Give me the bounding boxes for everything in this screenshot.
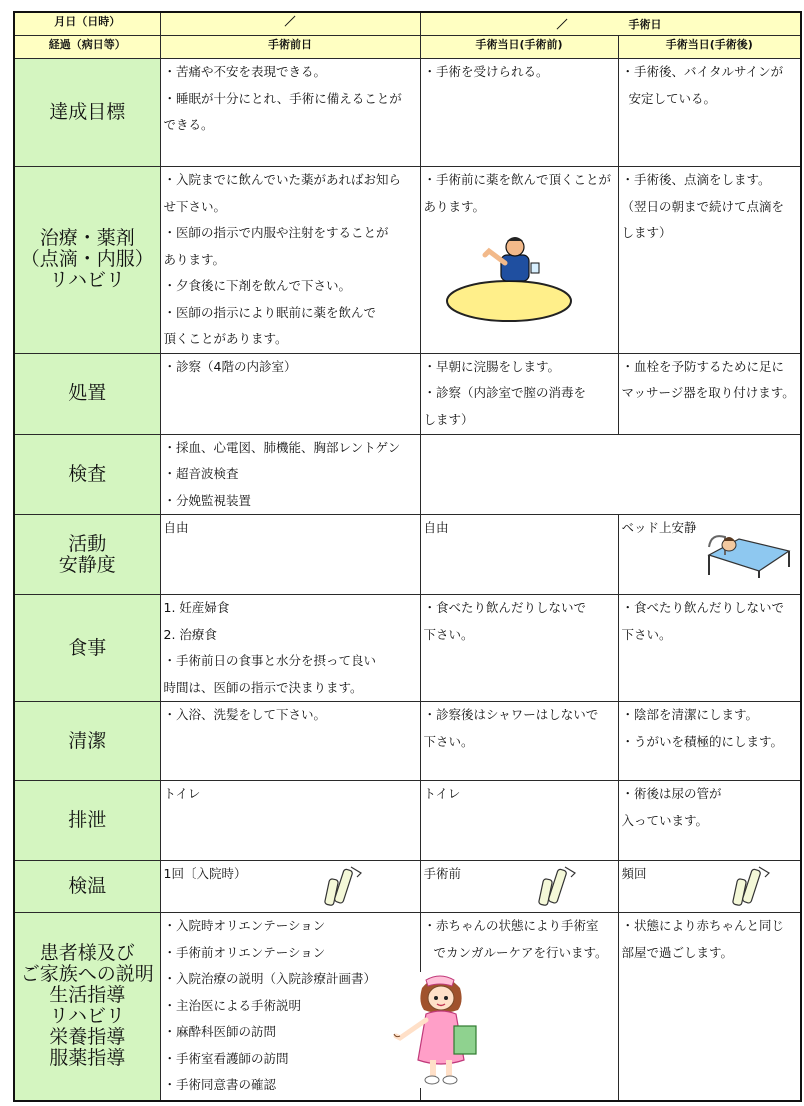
date-slash-day: ／ [556, 18, 568, 31]
text-line: ・分娩監視装置 [163, 492, 252, 508]
text-line: あります。 [423, 198, 486, 214]
row-label-goals [14, 59, 160, 167]
text-line: せ下さい。 [163, 198, 227, 214]
text-line: ・夕食後に下剤を飲んで下さい。 [163, 278, 352, 293]
label-line: 食事 [68, 636, 107, 659]
text-line: ・入院時オリエンテーション [163, 918, 326, 933]
text-line: ・食べたり飲んだりしないで [423, 600, 587, 615]
text-line: （翌日の朝まで続けて点滴を [621, 198, 785, 214]
text-line: 時間は、医師の指示で決まります。 [163, 679, 363, 695]
row-label-treatment [14, 167, 160, 354]
row-label-explanations [14, 913, 160, 1101]
thermometer-icon [729, 865, 775, 907]
cell-explanations-after [618, 913, 801, 1101]
cell-procedures-before [420, 353, 618, 434]
text-line: マッサージ器を取り付けます。 [621, 385, 795, 400]
label-line: 活動 [68, 532, 107, 555]
row-label-procedures [14, 353, 160, 434]
thermometer-icon [535, 865, 581, 907]
text-line: トイレ [423, 786, 461, 801]
text-line: します） [621, 225, 672, 240]
text-line: ・うがいを積極的にします。 [621, 733, 784, 749]
cell-procedures-after [618, 353, 801, 434]
cell-temperature-pre [160, 861, 420, 913]
text-line: あります。 [163, 251, 226, 267]
cell-temperature-before [420, 861, 618, 913]
text-line: ・医師の指示により眠前に薬を飲んで [163, 304, 377, 320]
header-day-before-surgery: 手術前日 [160, 36, 420, 59]
text-line: ・入院までに飲んでいた薬があればお知ら [163, 172, 402, 187]
header-surgery-day-before: 手術当日(手術前) [420, 36, 618, 59]
care-plan-table [13, 11, 802, 1102]
cell-meals-after [618, 595, 801, 702]
cell-goals-after [618, 59, 801, 167]
thermometer-icon [321, 865, 367, 907]
row-activity [14, 515, 801, 595]
cell-explanations-pre [160, 913, 420, 1101]
text-line: ・手術前オリエンテーション [163, 944, 326, 960]
text-line: ・主治医による手術説明 [163, 997, 302, 1013]
text-line: 安定している。 [628, 90, 717, 106]
row-goals [14, 59, 801, 167]
cell-activity-after [618, 515, 801, 595]
text-line: できる。 [163, 117, 214, 132]
text-line: ・早朝に浣腸をします。 [423, 358, 561, 374]
text-line: ・手術後、点滴をします。 [621, 172, 771, 187]
label-line: 達成目標 [49, 101, 126, 123]
text-line: 自由 [423, 520, 449, 535]
label-line: 患者様及び [39, 942, 135, 965]
surgery-day-label: 手術日 [628, 18, 662, 31]
label-line: リハビリ [49, 1005, 125, 1028]
row-excretion [14, 781, 801, 861]
row-label-excretion [14, 781, 160, 861]
text-line: ・麻酔科医師の訪問 [163, 1024, 277, 1039]
text-line: ベッド上安静 [621, 520, 697, 535]
text-line: 頻回 [621, 866, 647, 881]
text-line: 手術前 [423, 866, 462, 881]
row-tests [14, 434, 801, 515]
text-line: ・陰部を清潔にします。 [621, 707, 759, 722]
text-line: ・赤ちゃんの状態により手術室 [423, 918, 599, 933]
text-line: ・術後は尿の管が [621, 786, 722, 801]
row-temperature [14, 861, 801, 913]
text-line: ・手術室看護師の訪問 [163, 1050, 289, 1066]
label-line: 検温 [68, 875, 107, 897]
cell-hygiene-after [618, 702, 801, 781]
header-date-label: 月日（日時） [14, 12, 160, 36]
text-line: ・入院治療の説明（入院診療計画書） [163, 971, 377, 986]
cell-tests-surgery-day [420, 434, 801, 515]
cell-treatment-pre [160, 167, 420, 354]
cell-activity-pre [160, 515, 420, 595]
cell-procedures-pre [160, 353, 420, 434]
row-label-temperature [14, 861, 160, 913]
text-line: ・手術前日の食事と水分を摂って良い [163, 653, 377, 668]
cell-activity-before [420, 515, 618, 595]
row-hygiene [14, 702, 801, 781]
header-row-course [14, 36, 801, 59]
row-procedures [14, 353, 801, 434]
nurse-illustration [392, 972, 492, 1088]
text-line: ・手術後、バイタルサインが [621, 64, 784, 79]
bed-rest-illustration [705, 521, 793, 579]
text-line: ・食べたり飲んだりしないで [621, 600, 785, 615]
text-line: ・状態により赤ちゃんと同じ [621, 918, 785, 933]
text-line: 部屋で過ごします。 [621, 944, 734, 960]
label-line: ご家族への説明 [20, 963, 154, 986]
cell-temperature-after [618, 861, 801, 913]
text-line: ・手術を受けられる。 [423, 64, 549, 79]
cell-meals-pre [160, 595, 420, 702]
label-line: リハビリ [49, 269, 125, 292]
text-line: ・睡眠が十分にとれ、手術に備えることが [163, 90, 402, 106]
cell-treatment-before [420, 167, 618, 354]
text-line: 自由 [163, 520, 189, 535]
text-line: 下さい。 [621, 626, 672, 642]
header-surgery-day-after: 手術当日(手術後) [618, 36, 801, 59]
label-line: 生活指導 [49, 984, 126, 1007]
text-line: します） [423, 411, 474, 427]
row-label-tests [14, 434, 160, 515]
text-line: ・手術前に薬を飲んで頂くことが [423, 172, 612, 187]
header-course-label: 経過（病日等） [14, 36, 160, 59]
row-treatment [14, 167, 801, 354]
row-meals [14, 595, 801, 702]
text-line: ・診察（4階の内診室） [163, 358, 297, 374]
text-line: ・医師の指示で内服や注射をすることが [163, 225, 389, 240]
text-line: 1回〔入院時） [163, 866, 247, 881]
row-label-activity [14, 515, 160, 595]
text-line: ・入浴、洗髪をして下さい。 [163, 707, 327, 722]
label-line: 検査 [68, 462, 107, 485]
cell-goals-before [420, 59, 618, 167]
cell-tests-pre [160, 434, 420, 515]
text-line: 2. 治療食 [163, 626, 217, 642]
text-line: ・手術同意書の確認 [163, 1077, 277, 1092]
text-line: ・採血、心電図、肺機能、胸部レントゲン [163, 439, 401, 455]
text-line: ・診察後はシャワーはしないで [423, 707, 599, 722]
row-label-meals [14, 595, 160, 702]
text-line: 下さい。 [423, 626, 474, 642]
cell-excretion-after [618, 781, 801, 861]
cell-excretion-before [420, 781, 618, 861]
text-line: ・超音波検査 [163, 466, 239, 481]
cell-hygiene-pre [160, 702, 420, 781]
text-line: 1. 妊産婦食 [163, 600, 230, 615]
text-line: でカンガルーケアを行います。 [433, 944, 608, 960]
text-line: 下さい。 [423, 733, 474, 749]
text-line: ・血栓を予防するために足に [621, 358, 785, 374]
header-date-surgery-day [420, 12, 801, 36]
text-line: ・診察（内診室で膣の消毒を [423, 385, 587, 400]
header-date-pre [160, 12, 420, 36]
text-line: 入っています。 [621, 812, 709, 828]
label-line: 安静度 [58, 553, 116, 576]
label-line: 治療・薬剤 [39, 227, 135, 250]
cell-excretion-pre [160, 781, 420, 861]
header-row-date [14, 12, 801, 36]
row-label-hygiene [14, 702, 160, 781]
label-line: 排泄 [68, 809, 107, 831]
date-slash-pre: ／ [284, 15, 296, 28]
taking-medicine-illustration [445, 237, 575, 325]
cell-goals-pre [160, 59, 420, 167]
label-line: （点滴・内服） [20, 248, 154, 271]
label-line: 栄養指導 [49, 1026, 126, 1049]
cell-hygiene-before [420, 702, 618, 781]
text-line: トイレ [163, 786, 201, 801]
label-line: 処置 [68, 382, 107, 404]
text-line: 頂くことがあります。 [163, 331, 288, 346]
label-line: 清潔 [68, 729, 107, 752]
label-line: 服薬指導 [49, 1047, 126, 1070]
text-line: ・苦痛や不安を表現できる。 [163, 64, 327, 79]
cell-meals-before [420, 595, 618, 702]
cell-treatment-after [618, 167, 801, 354]
